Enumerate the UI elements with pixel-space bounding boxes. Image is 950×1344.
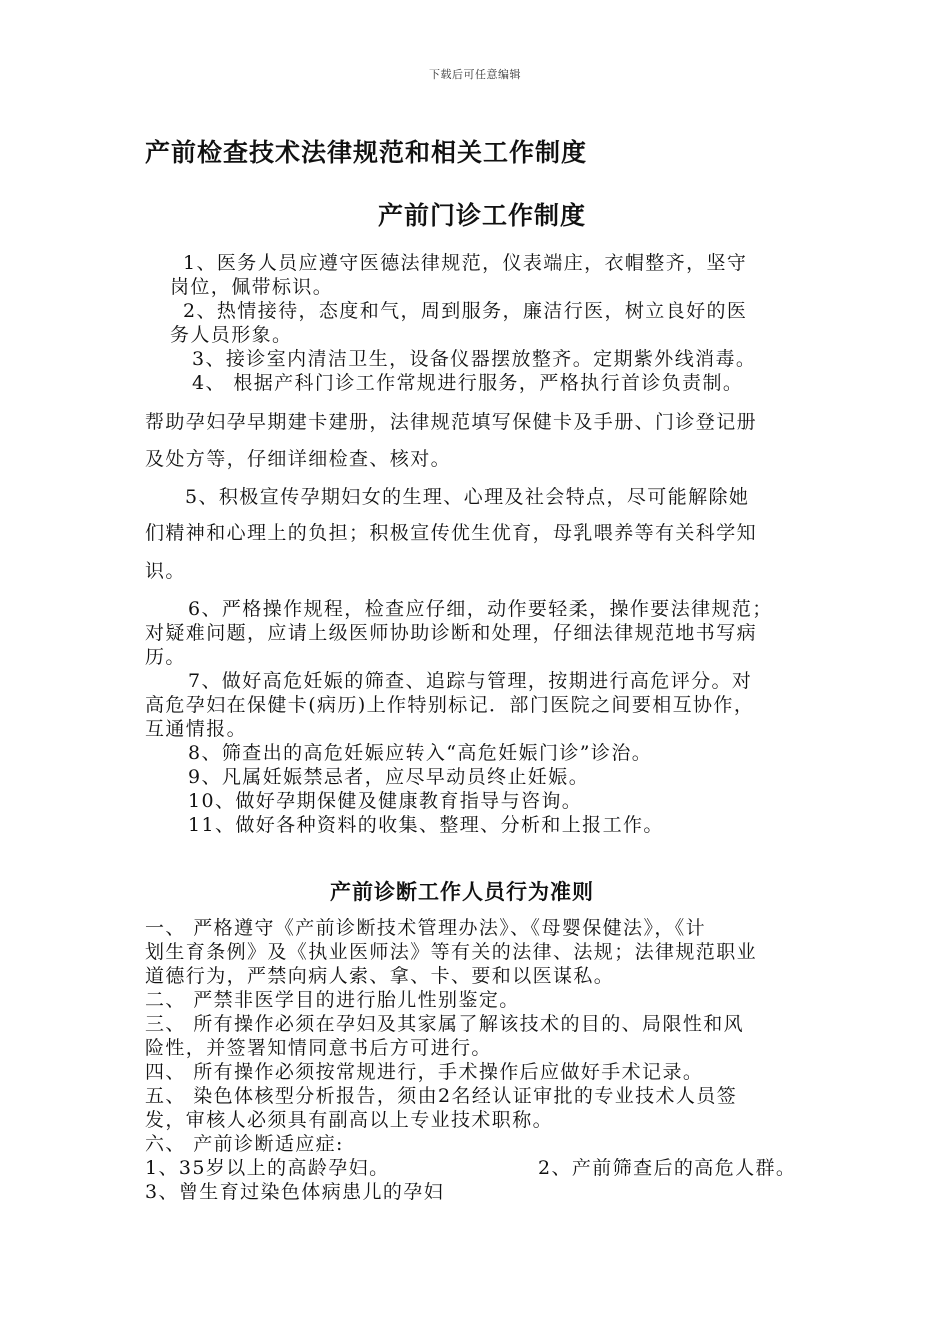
text-line: 划生育条例》及《执业医师法》等有关的法律、法规；法律规范职业 <box>145 941 758 963</box>
text-line: 一、 严格遵守《产前诊断技术管理办法》、《母婴保健法》，《计 <box>145 917 707 939</box>
text-line: 岗位，佩带标识。 <box>170 276 334 298</box>
text-line: 11、做好各种资料的收集、整理、分析和上报工作。 <box>188 814 664 836</box>
text-line: 们精神和心理上的负担；积极宣传优生优育，母乳喂养等有关科学知 <box>145 522 758 544</box>
text-line: 对疑难问题，应请上级医师协助诊断和处理，仔细法律规范地书写病 <box>145 622 758 644</box>
text-line: 1、35岁以上的高龄孕妇。 <box>145 1157 390 1179</box>
text-line: 2、产前筛查后的高危人群。 <box>538 1157 797 1179</box>
text-line: 5、积极宣传孕期妇女的生理、心理及社会特点，尽可能解除她 <box>185 486 750 508</box>
text-line: 9、凡属妊娠禁忌者，应尽早动员终止妊娠。 <box>188 766 590 788</box>
text-line: 险性，并签署知情同意书后方可进行。 <box>145 1037 492 1059</box>
text-line: 五、 染色体核型分析报告，须由2名经认证审批的专业技术人员签 <box>145 1085 738 1107</box>
text-line: 3、接诊室内清洁卫生，设备仪器摆放整齐。定期紫外线消毒。 <box>192 348 757 370</box>
text-line: 三、 所有操作必须在孕妇及其家属了解该技术的目的、局限性和风 <box>145 1013 745 1035</box>
text-line: 及处方等，仔细详细检查、核对。 <box>145 448 452 470</box>
text-line: 8、筛查出的高危妊娠应转入“高危妊娠门诊”诊治。 <box>188 742 653 764</box>
text-line: 1、医务人员应遵守医德法律规范，仪表端庄，衣帽整齐，坚守 <box>183 252 748 274</box>
text-line: 高危孕妇在保健卡(病历)上作特别标记．部门医院之间要相互协作， <box>145 694 755 716</box>
text-line: 六、 产前诊断适应症: <box>145 1133 344 1155</box>
text-line: 7、做好高危妊娠的筛查、追踪与管理，按期进行高危评分。对 <box>188 670 753 692</box>
text-line: 4、 根据产科门诊工作常规进行服务，严格执行首诊负责制。 <box>192 372 744 394</box>
text-line: 历。 <box>145 646 186 668</box>
text-line: 二、 严禁非医学目的进行胎儿性别鉴定。 <box>145 989 520 1011</box>
text-line: 互通情报。 <box>145 718 248 740</box>
text-line: 2、热情接待，态度和气，周到服务，廉洁行医，树立良好的医 <box>183 300 748 322</box>
text-line: 发，审核人必须具有副高以上专业技术职称。 <box>145 1109 554 1131</box>
text-line: 10、做好孕期保健及健康教育指导与咨询。 <box>188 790 583 812</box>
text-line: 帮助孕妇孕早期建卡建册，法律规范填写保健卡及手册、门诊登记册 <box>145 411 758 433</box>
text-line: 识。 <box>145 560 186 582</box>
text-line: 6、严格操作规程，检查应仔细，动作要轻柔，操作要法律规范； <box>188 598 773 620</box>
text-line: 3、曾生育过染色体病患儿的孕妇 <box>145 1181 445 1203</box>
header-note: 下载后可任意编辑 <box>429 68 521 81</box>
main-title: 产前检查技术法律规范和相关工作制度 <box>145 138 588 167</box>
section-title-outpatient: 产前门诊工作制度 <box>378 201 587 230</box>
text-line: 道德行为，严禁向病人索、拿、卡、要和以医谋私。 <box>145 965 615 987</box>
text-line: 务人员形象。 <box>170 324 293 346</box>
text-line: 四、 所有操作必须按常规进行，手术操作后应做好手术记录。 <box>145 1061 704 1083</box>
section-title-conduct: 产前诊断工作人员行为准则 <box>330 880 594 904</box>
